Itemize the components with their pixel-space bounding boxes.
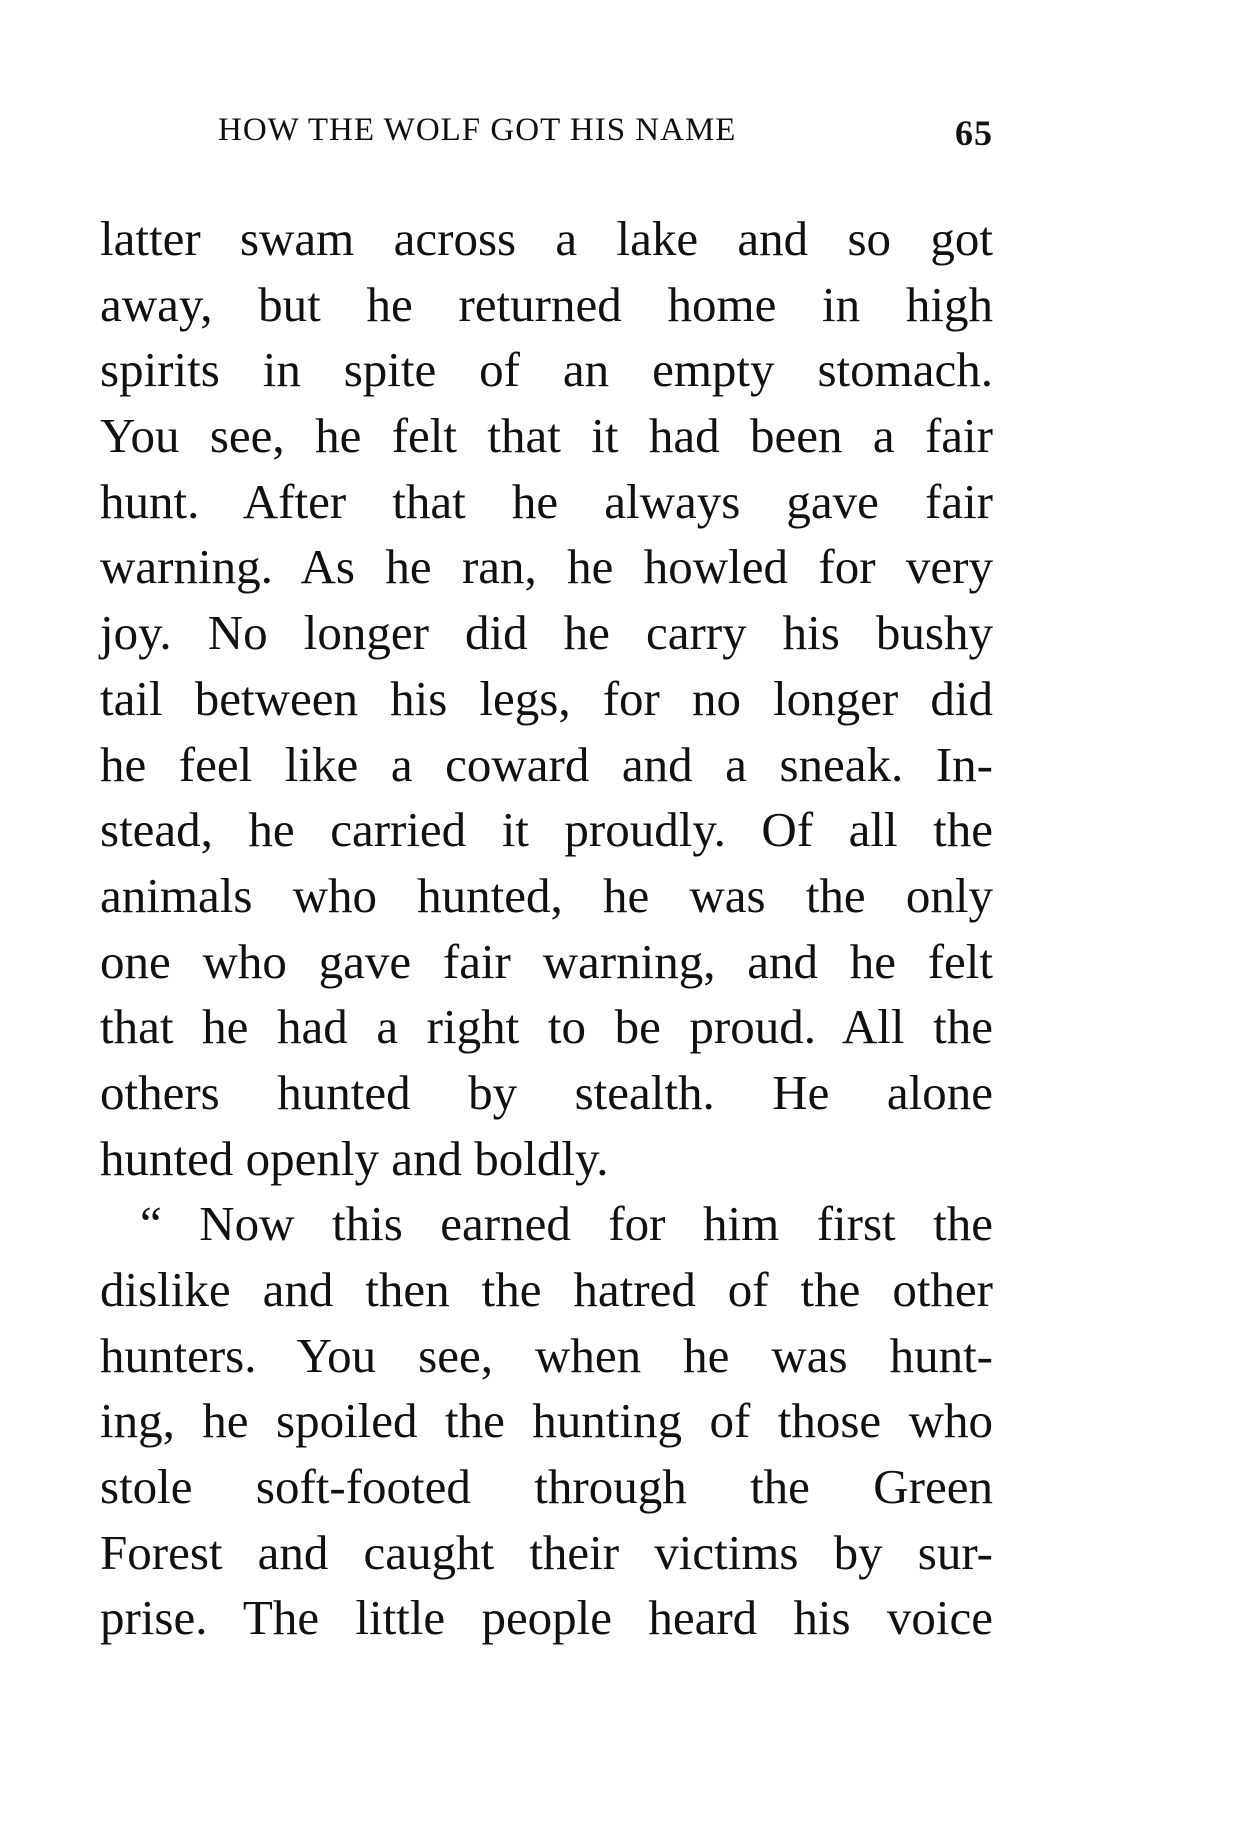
text-line: that he had a right to be proud. All the (100, 999, 993, 1055)
text-line: away, but he returned home in high (100, 276, 993, 332)
text-line: he feel like a coward and a sneak. In- (100, 736, 993, 792)
text-line: stole soft-footed through the Green (100, 1459, 993, 1515)
text-line: Forest and caught their victims by sur- (100, 1524, 993, 1580)
text-line: latter swam across a lake and so got (100, 211, 993, 266)
paragraph-1 (100, 206, 993, 1191)
text-line: You see, he felt that it had been a fair (100, 408, 993, 464)
text-line: warning. As he ran, he howled for very (100, 539, 993, 595)
body-text (100, 206, 993, 1651)
running-title: HOW THE WOLF GOT HIS NAME (218, 112, 737, 148)
text-line: one who gave fair warning, and he felt (100, 933, 993, 989)
text-line: spirits in spite of an empty stomach. (100, 342, 993, 398)
text-line: dislike and then the hatred of the other (100, 1262, 993, 1317)
running-head (100, 112, 993, 162)
text-line: “ Now this earned for him first the (140, 1196, 993, 1252)
text-line: joy. No longer did he carry his bushy (100, 605, 993, 661)
paragraph-2 (100, 1191, 993, 1651)
text-line: stead, he carried it proudly. Of all the (100, 802, 993, 858)
text-line: hunters. You see, when he was hunt- (100, 1327, 993, 1383)
text-line: prise. The little people heard his voice (100, 1590, 993, 1646)
text-line: ing, he spoiled the hunting of those who (100, 1393, 993, 1449)
text-line: others hunted by stealth. He alone (100, 1064, 993, 1120)
text-line: tail between his legs, for no longer did (100, 670, 993, 726)
page-number: 65 (955, 113, 993, 153)
text-line: hunted openly and boldly. (100, 1130, 609, 1186)
text-line: hunt. After that he always gave fair (100, 473, 993, 529)
text-line: animals who hunted, he was the only (100, 867, 993, 923)
